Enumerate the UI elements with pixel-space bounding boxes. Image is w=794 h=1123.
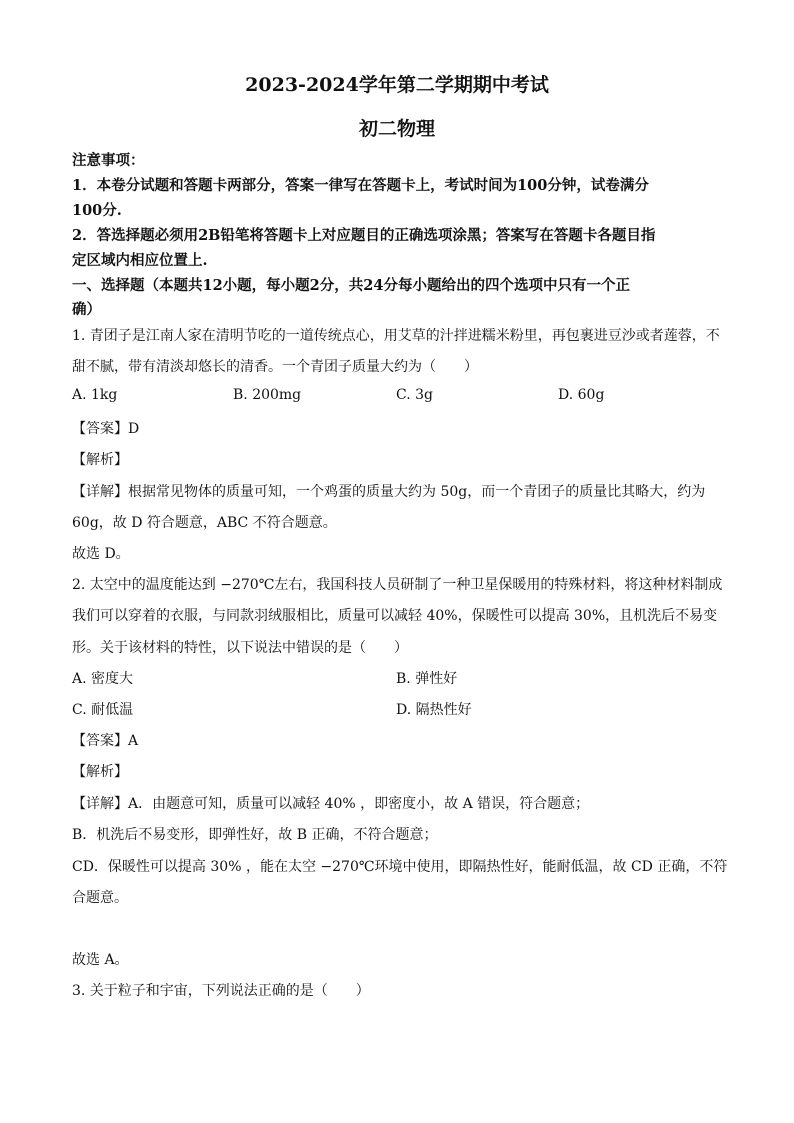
q1-option-c: C. 3g xyxy=(396,387,433,403)
page-subtitle: 初二物理 xyxy=(358,118,435,140)
q2-detail-cd: CD．保暖性可以提高 30% ，能在太空 −270℃环境中使用，即隔热性好，能耐低温，故 CD 正确，不符 xyxy=(72,859,728,875)
q2-option-a: A. 密度大 xyxy=(72,671,134,687)
q1-option-b: B. 200mg xyxy=(233,387,302,403)
q2-analysis-label: 【解析】 xyxy=(72,764,128,780)
q1-answer: 【答案】D xyxy=(72,421,140,437)
q2-answer: 【答案】A xyxy=(72,733,139,749)
q1-conclusion: 故选 D。 xyxy=(72,546,130,562)
q2-stem-cont-1: 我们可以穿着的衣服，与同款羽绒服相比，质量可以减轻 40%，保暖性可以提高 30%，且机洗后不易变 xyxy=(72,608,718,624)
q1-stem: 1. 青团子是江南人家在清明节吃的一道传统点心，用艾草的汁拌进糯米粉里，再包裹进豆沙或者莲蓉，不 xyxy=(72,328,720,344)
q2-detail-b: B．机洗后不易变形，即弹性好，故 B 正确，不符合题意； xyxy=(72,827,438,843)
notice-item-2: 2．答选择题必须用2B铅笔将答题卡上对应题目的正确选项涂黑；答案写在答题卡各题目指 xyxy=(72,227,656,244)
notice-heading: 注意事项： xyxy=(72,152,145,169)
q1-option-d: D. 60g xyxy=(558,387,605,403)
q1-stem-cont: 甜不腻，带有清淡却悠长的清香。一个青团子质量大约为（ ） xyxy=(72,359,478,375)
section-heading-cont: 确） xyxy=(72,301,101,318)
q2-conclusion: 故选 A。 xyxy=(72,952,129,968)
section-heading: 一、选择题（本题共12小题，每小题2分，共24分每小题给出的四个选项中只有一个正 xyxy=(72,277,630,294)
q2-stem-cont-2: 形。关于该材料的特性，以下说法中错误的是（ ） xyxy=(72,640,408,656)
q1-option-a: A. 1kg xyxy=(72,387,118,403)
notice-item-1-cont: 100分. xyxy=(72,202,122,219)
q1-analysis-label: 【解析】 xyxy=(72,452,128,468)
q1-detail-cont: 60g，故 D 符合题意，ABC 不符合题意。 xyxy=(72,515,337,531)
q2-option-d: D. 隔热性好 xyxy=(396,702,472,718)
q2-detail-cd-cont: 合题意。 xyxy=(72,890,128,906)
q2-option-b: B. 弹性好 xyxy=(396,671,458,687)
q3-stem: 3. 关于粒子和宇宙，下列说法正确的是（ ） xyxy=(72,983,370,999)
notice-item-2-cont: 定区域内相应位置上. xyxy=(72,252,208,269)
q2-detail: 【详解】A．由题意可知，质量可以减轻 40% ，即密度小，故 A 错误，符合题意； xyxy=(72,796,590,812)
page-title: 2023-2024学年第二学期期中考试 xyxy=(245,74,549,96)
q2-stem: 2. 太空中的温度能达到 −270℃左右，我国科技人员研制了一种卫星保暖用的特殊材料，将这种材料制成 xyxy=(72,577,723,593)
q2-option-c: C. 耐低温 xyxy=(72,702,134,718)
notice-item-1: 1．本卷分试题和答题卡两部分，答案一律写在答题卡上，考试时间为100分钟，试卷满分 xyxy=(72,177,649,194)
q1-detail: 【详解】根据常见物体的质量可知，一个鸡蛋的质量大约为 50g，而一个青团子的质量比其略大，约为 xyxy=(72,484,706,500)
